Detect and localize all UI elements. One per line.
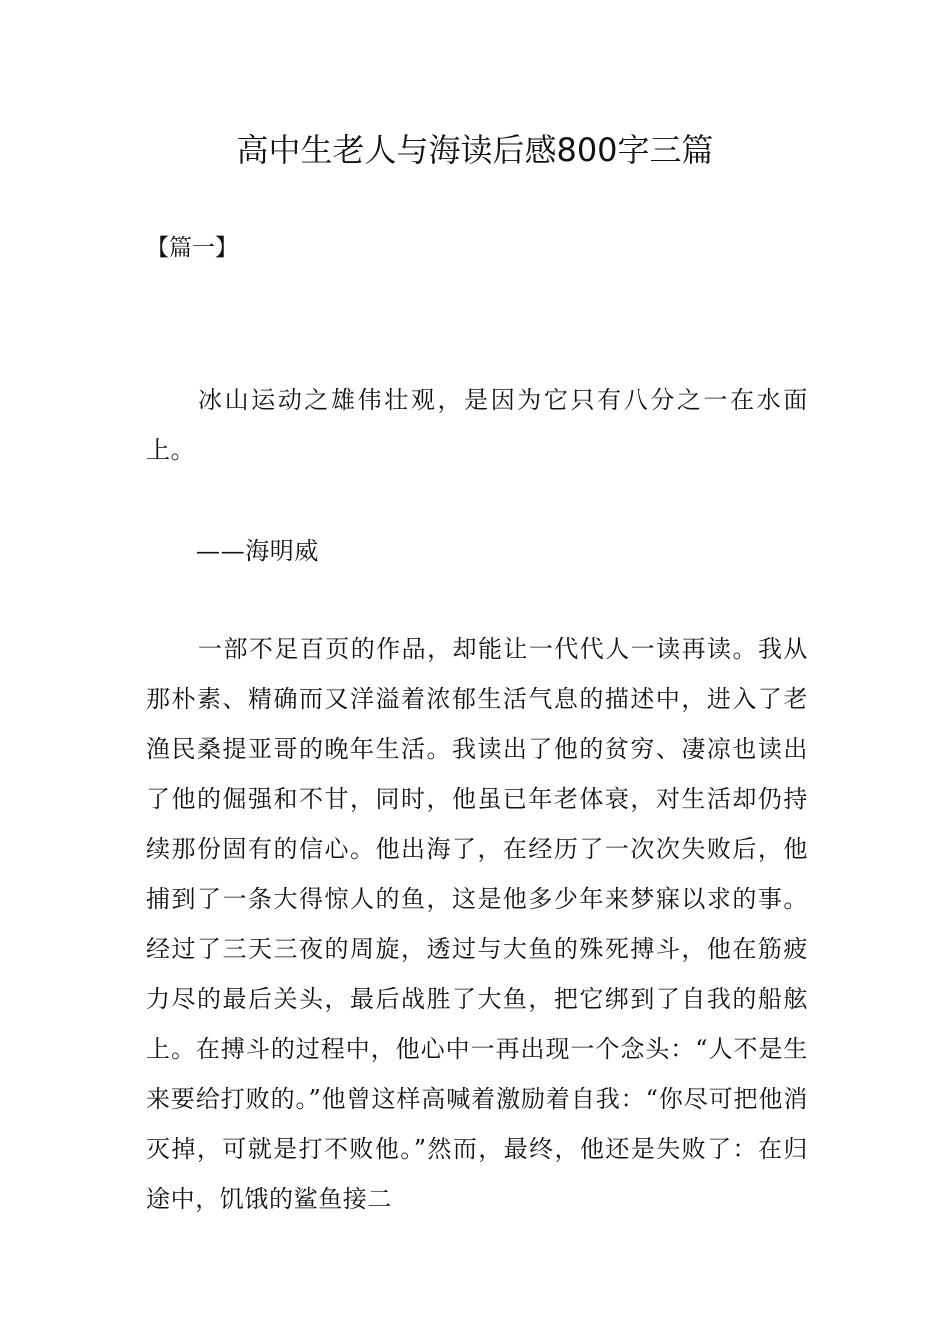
section-label: 【篇一】 [146,235,238,261]
body-paragraph: 一部不足百页的作品，却能让一代代人一读再读。我从那朴素、精确而又洋溢着浓郁生活气息的描述中，进入了老渔民桑提亚哥的晚年生活。我读出了他的贫穷、凄凉也读出了他的倔强和不甘，同时，他虽已年老体衰，对生活却仍持续那份固有的信心。他出海了，在经历了一次次失败后，他捕到了一条大得惊人的鱼，这是他多少年来梦寐以求的事。经过了三天三夜的周旋，透过与大鱼的殊死搏斗，他在筋疲力尽的最后关头，最后战胜了大鱼，把它绑到了自我的船舷上。在搏斗的过程中，他心中一再出现一个念头：“人不是生来要给打败的。”他曾这样高喊着激励着自我：“你尽可把他消灭掉，可就是打不败他。”然而，最终，他还是失败了：在归途中，饥饿的鲨鱼接二 [146,635,808,1213]
epigraph-text: 冰山运动之雄伟壮观，是因为它只有八分之一在水面上。 [146,386,808,464]
document-title: 高中生老人与海读后感800字三篇 [236,131,714,169]
epigraph-attribution: ——海明威 [196,537,319,565]
